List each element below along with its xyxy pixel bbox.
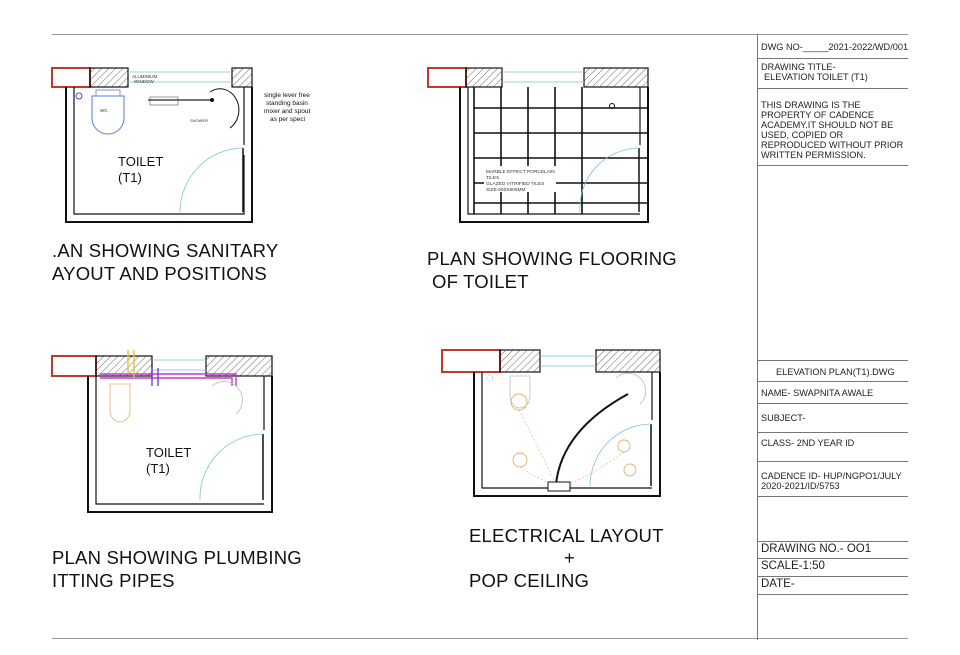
date: DATE-	[761, 578, 795, 590]
flooring-plan	[428, 68, 648, 222]
file-name: ELEVATION PLAN(T1).DWG	[776, 367, 895, 377]
dwg-number: DWG NO-_____2021-2022/WD/001	[761, 42, 909, 52]
scale: SCALE-1:50	[761, 560, 825, 572]
switch-board	[548, 482, 570, 491]
title-block-rule	[757, 381, 908, 382]
caption-sanitary-line1: .AN SHOWING SANITARY	[52, 240, 279, 261]
caption-flooring-line2: OF TOILET	[432, 271, 529, 292]
external-wall-outline	[52, 356, 96, 376]
property-notice-line5: REPRODUCED WITHOUT PRIOR	[761, 140, 904, 150]
cadence-id-line2: 2020-2021/ID/5753	[761, 481, 840, 491]
caption-plumbing-line1: PLAN SHOWING PLUMBING	[52, 547, 302, 568]
external-wall-outline	[442, 350, 500, 372]
drawing-title: ELEVATION TOILET (T1)	[764, 72, 868, 82]
svg-text:TILES: TILES	[486, 176, 500, 181]
room-label: TOILET	[118, 154, 164, 169]
caption-flooring-line1: PLAN SHOWING FLOORING	[427, 248, 677, 269]
room-label: (T1)	[146, 461, 170, 476]
svg-text:single lever free: single lever free	[264, 92, 310, 99]
student-name: NAME- SWAPNITA AWALE	[761, 388, 874, 398]
drawing-title-label: DRAWING TITLE-	[761, 62, 836, 72]
title-block-rule	[757, 558, 908, 559]
sanitary-plan	[52, 68, 310, 222]
room-label: (T1)	[118, 170, 142, 185]
title-block-rule	[757, 88, 908, 89]
svg-text:as per speci: as per speci	[270, 116, 306, 123]
svg-text:MARBLE EFFECT PORCELAIN: MARBLE EFFECT PORCELAIN	[486, 170, 555, 175]
svg-text:WC: WC	[100, 108, 108, 113]
room-label: TOILET	[146, 445, 192, 460]
title-block-rule	[757, 360, 908, 361]
caption-electrical-line2: +	[564, 547, 576, 568]
external-wall-outline	[428, 68, 466, 87]
svg-text:standing basin: standing basin	[266, 100, 308, 107]
class: CLASS- 2ND YEAR ID	[761, 438, 855, 448]
svg-text:SIZE-600X600MM: SIZE-600X600MM	[486, 188, 526, 193]
svg-text:GLAZED VITRIFIED TILES: GLAZED VITRIFIED TILES	[486, 182, 545, 187]
external-wall-outline	[52, 68, 90, 87]
title-block-rule	[757, 165, 908, 166]
wiring	[487, 375, 624, 486]
drawing-number: DRAWING NO.- OO1	[761, 543, 872, 555]
property-notice-line6: WRITTEN PERMISSION.	[761, 150, 866, 160]
property-notice-line3: ACADEMY.IT SHOULD NOT BE	[761, 120, 894, 130]
title-block-rule	[757, 594, 908, 595]
svg-text:mixer and spout: mixer and spout	[264, 108, 311, 115]
title-block-rule	[757, 496, 908, 497]
electrical-plan	[442, 350, 660, 496]
title-block-rule	[757, 403, 908, 404]
subject: SUBJECT-	[761, 413, 806, 423]
property-notice-line2: PROPERTY OF CADENCE	[761, 110, 874, 120]
plumbing-plan	[52, 350, 272, 512]
property-notice-line4: USED, COPIED OR	[761, 130, 844, 140]
wall-hatch	[232, 68, 252, 87]
caption-plumbing-line2: ITTING PIPES	[52, 570, 175, 591]
title-block-rule	[757, 432, 908, 433]
title-block-rule	[757, 576, 908, 577]
cadence-id-line1: CADENCE ID- HUP/NGPO1/JULY	[761, 471, 902, 481]
caption-electrical-line3: POP CEILING	[469, 570, 590, 591]
title-block-rule	[757, 58, 908, 59]
title-block-rule	[757, 461, 908, 462]
caption-electrical-line1: ELECTRICAL LAYOUT	[469, 525, 664, 546]
svg-text:WINDOW: WINDOW	[134, 79, 154, 84]
svg-text:SHOWER: SHOWER	[190, 118, 208, 123]
property-notice-line1: THIS DRAWING IS THE	[761, 100, 861, 110]
wall-hatch	[90, 68, 128, 87]
caption-sanitary-line2: AYOUT AND POSITIONS	[52, 263, 267, 284]
svg-text:ALUMINIUM: ALUMINIUM	[132, 74, 158, 79]
title-block-rule	[757, 541, 908, 542]
